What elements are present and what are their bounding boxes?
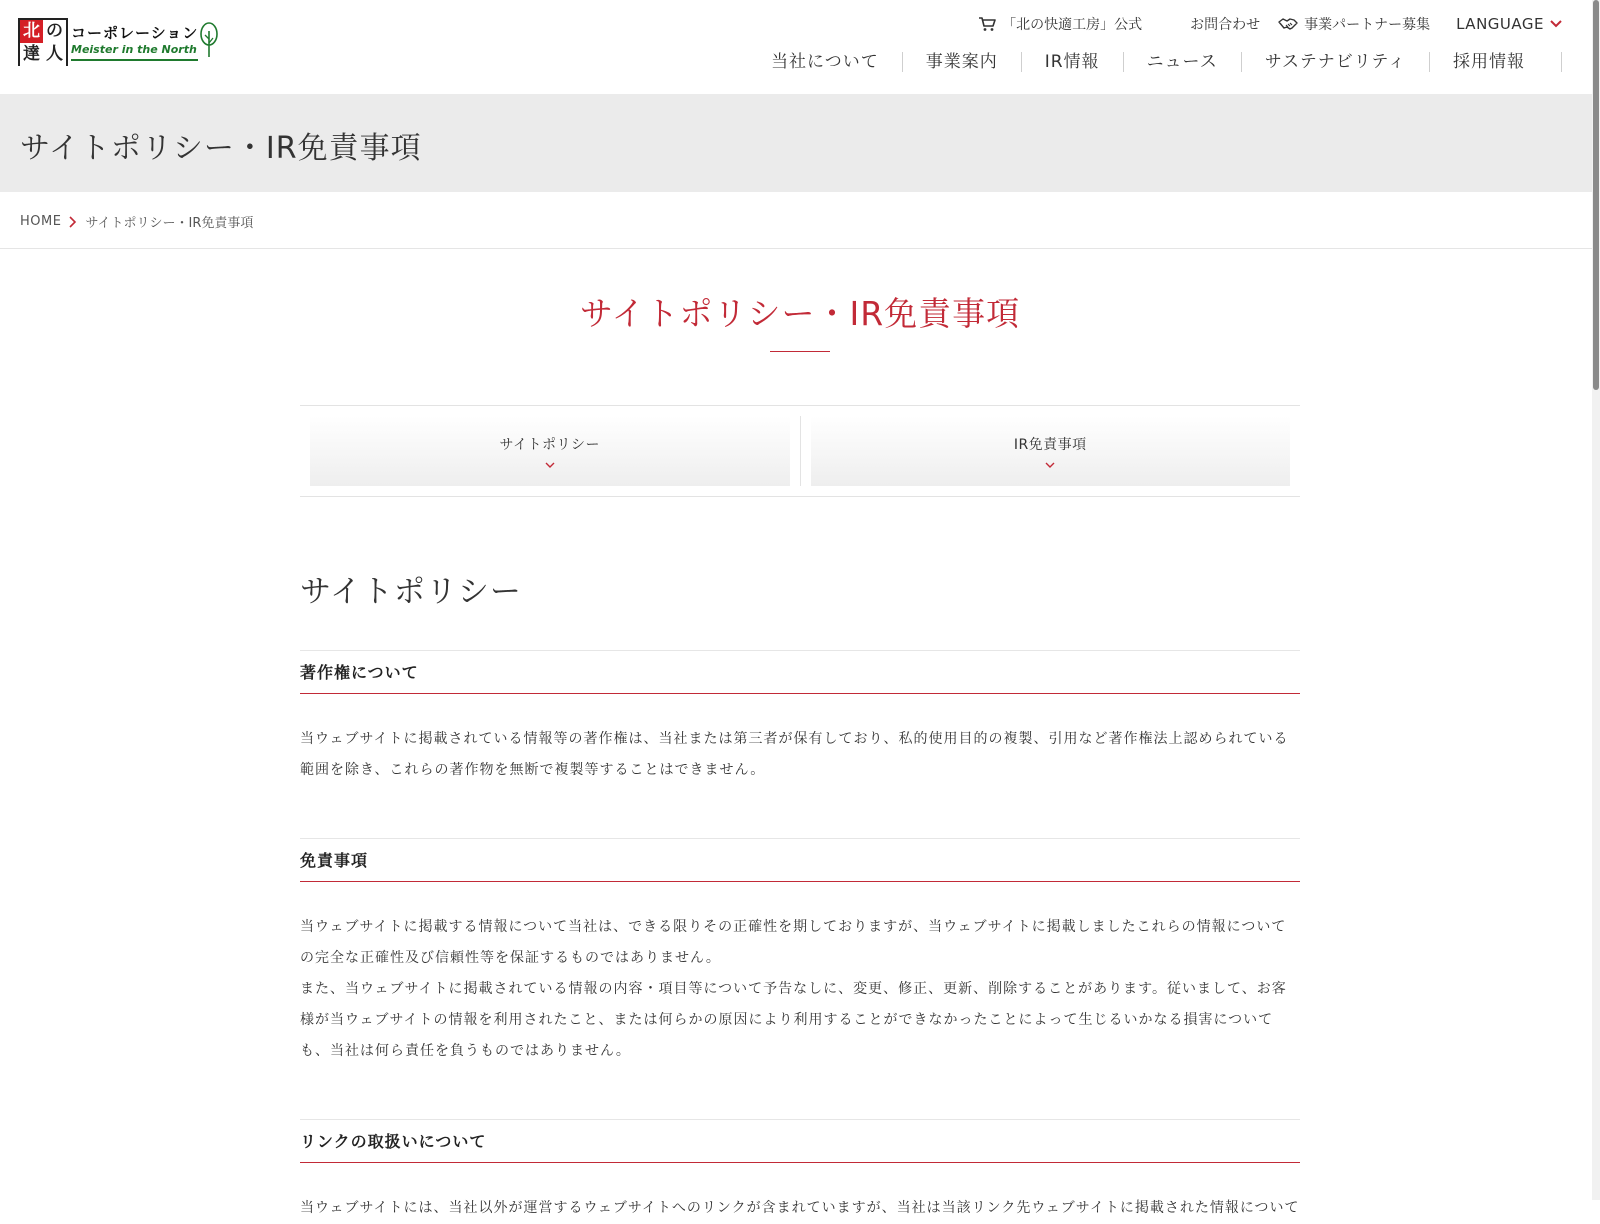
logo-kanji: 北 — [20, 20, 43, 43]
nav-item-recruit[interactable]: 採用情報 — [1429, 52, 1562, 72]
logo-company-name: コーポレーション — [71, 24, 199, 42]
shop-link-label: 「北の快適工房」公式 — [1002, 17, 1143, 33]
subsection-title: 免責事項 — [300, 838, 1300, 882]
main-content — [300, 249, 1300, 1224]
breadcrumb — [20, 212, 253, 231]
anchor-tabs — [300, 405, 1300, 497]
tab-ir-disclaimer[interactable] — [811, 416, 1291, 486]
site-logo[interactable] — [18, 18, 219, 66]
logo-text — [71, 23, 198, 61]
tab-site-policy[interactable] — [310, 416, 790, 486]
partner-link-label: 事業パートナー募集 — [1304, 17, 1431, 33]
cart-icon — [978, 16, 996, 32]
inquiry-link[interactable] — [1190, 14, 1260, 34]
paragraph: 当ウェブサイトには、当社以外が運営するウェブサイトへのリンクが含まれていますが、当社は当該リンク先ウェブサイトに掲載された情報について — [300, 1200, 1300, 1216]
language-selector[interactable] — [1456, 15, 1562, 33]
logo-tagline: Meister in the North — [71, 43, 198, 61]
paragraph: 当ウェブサイトに掲載する情報について当社は、できる限りその正確性を期しておりますが、当ウェブサイトに掲載しましたこれらの情報についての完全な正確性及び信頼性等を保証するものではありません。 — [300, 919, 1287, 966]
page-title-band — [0, 94, 1592, 192]
scrollbar-thumb[interactable] — [1593, 0, 1599, 390]
heading-underline — [770, 351, 830, 352]
chevron-right-icon — [69, 216, 77, 228]
chevron-down-icon — [1550, 20, 1562, 28]
breadcrumb-home-link[interactable]: HOME — [20, 214, 62, 229]
inquiry-link-label: お問合わせ — [1190, 17, 1261, 33]
logo-kanji: 人 — [43, 43, 66, 66]
chevron-down-icon — [545, 462, 555, 468]
section-title: サイトポリシー — [300, 574, 522, 610]
scrollbar[interactable] — [1592, 0, 1600, 1200]
nav-item-news[interactable]: ニュース — [1123, 52, 1241, 72]
logo-kanji: 達 — [20, 43, 43, 66]
paragraph-block — [300, 912, 1300, 1067]
breadcrumb-current: サイトポリシー・IR免責事項 — [85, 216, 254, 231]
tab-label: サイトポリシー — [499, 437, 601, 453]
handshake-icon — [1278, 16, 1298, 32]
nav-item-business[interactable]: 事業案内 — [902, 52, 1021, 72]
logo-kanji: の — [43, 20, 66, 43]
main-nav — [748, 52, 1562, 72]
tab-divider — [800, 416, 801, 486]
tab-label: IR免責事項 — [1013, 437, 1087, 453]
chevron-down-icon — [1045, 462, 1055, 468]
utility-nav — [960, 14, 1562, 34]
main-heading: サイトポリシー・IR免責事項 — [579, 294, 1021, 333]
paragraph-block — [300, 724, 1300, 786]
nav-item-about[interactable]: 当社について — [771, 52, 879, 72]
tree-icon — [199, 21, 219, 59]
subsection-title: リンクの取扱いについて — [300, 1119, 1300, 1163]
paragraph-block — [300, 1193, 1300, 1224]
page-title: サイトポリシー・IR免責事項 — [20, 131, 422, 166]
partner-link[interactable] — [1278, 14, 1430, 34]
site-header — [0, 0, 1580, 94]
paragraph: また、当ウェブサイトに掲載されている情報の内容・項目等について予告なしに、変更、修正、更新、削除することがあります。従いまして、お客様が当ウェブサイトの情報を利用されたこと、または何らかの原因により利用することができなかったことによって生じるいかなる損害についても、当社は何ら責任を負うものではありません。 — [300, 981, 1287, 1059]
paragraph: 当ウェブサイトに掲載されている情報等の著作権は、当社または第三者が保有しており、私的使用目的の複製、引用など著作権法上認められている範囲を除き、これらの著作物を無断で複製等することはできません。 — [300, 731, 1289, 778]
language-label: LANGUAGE — [1456, 15, 1544, 33]
nav-item-sustainability[interactable]: サステナビリティ — [1241, 52, 1429, 72]
nav-item-ir[interactable]: IR情報 — [1021, 52, 1123, 72]
subsection-title: 著作権について — [300, 650, 1300, 694]
logo-mark — [18, 18, 68, 66]
shop-link[interactable] — [978, 14, 1142, 34]
